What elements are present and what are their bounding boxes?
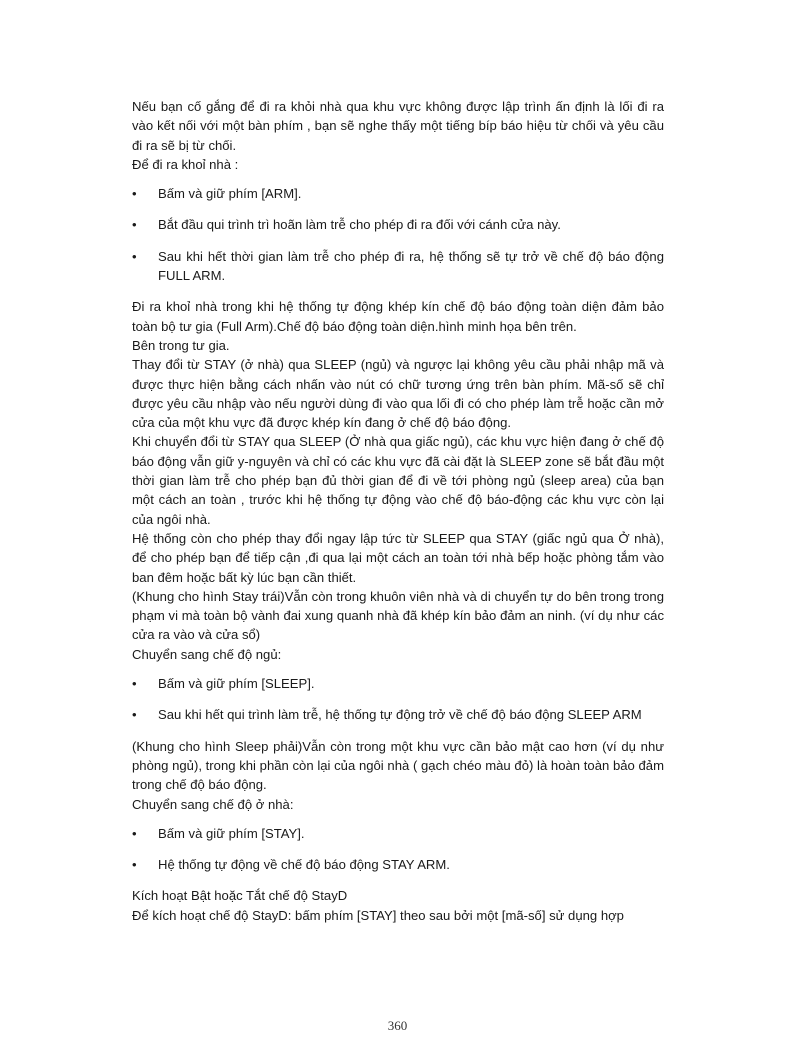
paragraph: Hệ thống còn cho phép thay đổi ngay lập tức từ SLEEP qua STAY (giấc ngủ qua Ở nhà), để cho phép bạn để tiếp cận ,đi qua lại một cách an toàn tới nhà bếp hoặc phòng tắm vào ban đêm hoặc bất kỳ lúc bạn cần thiết.: [132, 530, 664, 585]
bullet-icon: •: [132, 186, 137, 202]
list-item-text: Hệ thống tự động về chế độ báo động STAY ARM.: [158, 857, 450, 873]
paragraph: Để kích hoạt chế độ StayD: bấm phím [STAY] theo sau bởi một [mã-số] sử dụng hợp: [132, 907, 624, 923]
list-item: [132, 705, 664, 724]
list-item-text: Bấm và giữ phím [ARM].: [158, 186, 302, 202]
paragraph: Chuyển sang chế độ ngủ:: [132, 646, 282, 662]
paragraph: Thay đổi từ STAY (ở nhà) qua SLEEP (ngủ) và ngược lại không yêu cầu phải nhập mã và được thực hiện bằng cách nhấn vào nút có chữ tương ứng trên bàn phím. Mã-số sẽ chỉ được yêu cầu nhập vào nếu người dùng đi vào qua lối đi có cho phép làm trễ hoặc cần mở cửa của một khu vực đã được khép kín đang ở chế độ báo động.: [132, 357, 664, 431]
paragraph: Chuyển sang chế độ ở nhà:: [132, 796, 294, 812]
list-item-text: Bấm và giữ phím [SLEEP].: [158, 676, 315, 692]
bullet-icon: •: [132, 825, 137, 841]
list-item: [132, 674, 664, 693]
section-heading: Kích hoạt Bật hoặc Tắt chế độ StayD: [132, 888, 348, 904]
bullet-list: [132, 184, 664, 285]
list-item: [132, 215, 664, 234]
bullet-icon: •: [132, 217, 137, 233]
paragraph: Khi chuyển đổi từ STAY qua SLEEP (Ở nhà qua giấc ngủ), các khu vực hiện đang ở chế độ báo động vẫn giữ y-nguyên và chỉ có các khu vực đã cài đặt là SLEEP zone sẽ bắt đầu một thời gian làm trễ cho phép bạn đủ thời gian để đi về tới phòng ngủ (sleep area) của bạn một cách an toàn , trước khi hệ thống tự động vào chế độ báo-động các khu vực còn lại của ngôi nhà.: [132, 434, 664, 527]
list-item: [132, 184, 664, 203]
list-item: [132, 247, 664, 286]
bullet-icon: •: [132, 707, 137, 723]
paragraph: (Khung cho hình Stay trái)Vẫn còn trong khuôn viên nhà và di chuyển tự do bên trong trong phạm vi mà toàn bộ vành đai xung quanh nhà đã khép kín bảo đảm an ninh. (ví dụ như các cửa ra vào và cửa sổ): [132, 588, 664, 643]
paragraph: Bên trong tư gia.: [132, 337, 230, 353]
list-item-text: Bắt đầu qui trình trì hoãn làm trễ cho phép đi ra đối với cánh cửa này.: [158, 217, 561, 233]
document-body: [132, 97, 664, 925]
paragraph: (Khung cho hình Sleep phải)Vẫn còn trong một khu vực cần bảo mật cao hơn (ví dụ như phòng ngủ), trong khi phần còn lại của ngôi nhà ( gạch chéo màu đỏ) là hoàn toàn bảo đảm trong chế độ báo động.: [132, 738, 664, 793]
list-item-text: Sau khi hết thời gian làm trễ cho phép đi ra, hệ thống sẽ tự trở về chế độ báo động FULL ARM.: [158, 248, 664, 284]
bullet-icon: •: [132, 857, 137, 873]
list-item-text: Sau khi hết qui trình làm trễ, hệ thống tự động trở về chế độ báo động SLEEP ARM: [158, 707, 642, 723]
list-item-text: Bấm và giữ phím [STAY].: [158, 825, 305, 841]
bullet-list: [132, 674, 664, 725]
bullet-icon: •: [132, 248, 137, 264]
paragraph: Nếu bạn cố gắng để đi ra khỏi nhà qua khu vực không được lập trình ấn định là lối đi ra vào kết nối với một bàn phím , bạn sẽ nghe thấy một tiếng bíp báo hiệu từ chối và yêu cầu đi ra sẽ bị từ chối.: [132, 99, 664, 153]
bullet-list: [132, 824, 664, 875]
list-item: [132, 824, 664, 843]
page-number: 360: [387, 1018, 408, 1033]
paragraph: Đi ra khoỉ nhà trong khi hệ thống tự động khép kín chế độ báo động toàn diện đảm bảo toàn bộ tư gia (Full Arm).Chế độ báo động toàn diện.hình minh họa bên trên.: [132, 299, 664, 334]
paragraph: Để đi ra khoỉ nhà :: [132, 156, 239, 172]
bullet-icon: •: [132, 676, 137, 692]
list-item: [132, 855, 664, 874]
